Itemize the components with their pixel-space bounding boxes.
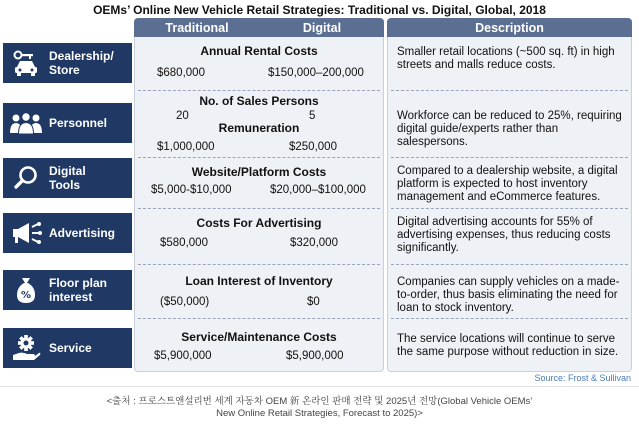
category-sales-persons: No. of Sales Persons [199, 94, 319, 108]
description-text: Companies can supply vehicles on a made-to-order, thus basis eliminating the need for loan to stock inventory. [397, 276, 620, 314]
row-separator [391, 157, 628, 158]
digital-value: $20,000–$100,000 [270, 184, 366, 196]
magnifier-icon [3, 164, 49, 192]
description-text: Workforce can be reduced to 25%, requiring digital guide/experts rather than salespersons. [397, 110, 622, 148]
traditional-value: $680,000 [157, 67, 205, 79]
svg-text:%: % [20, 290, 32, 301]
description-text: Smaller retail locations (~500 sq. ft) in high streets and malls reduce costs. [397, 46, 615, 71]
traditional-value: ($50,000) [160, 296, 210, 308]
category-loan-interest: Loan Interest of Inventory [185, 274, 333, 288]
car-store-icon [3, 49, 49, 77]
row-separator [391, 318, 628, 319]
category-service-maintenance-costs: Service/Maintenance Costs [181, 330, 337, 344]
money-bag-icon [3, 275, 49, 305]
row-label-line1: Dealership/ [49, 49, 114, 63]
digital-value: $0 [307, 296, 320, 308]
traditional-value-2: $1,000,000 [157, 141, 215, 153]
row-label-line1: Personnel [49, 116, 108, 130]
digital-value: $320,000 [290, 237, 338, 249]
digital-value: $150,000–200,000 [268, 67, 364, 79]
divider [0, 386, 639, 387]
row-label-personnel [3, 103, 132, 143]
row-label-line1: Service [49, 341, 92, 355]
comparison-panel [134, 37, 384, 372]
traditional-value: $5,900,000 [154, 350, 212, 362]
row-separator [138, 90, 380, 91]
row-label-line2: Tools [49, 178, 81, 192]
description-text: Compared to a dealership website, a digital platform is expected to host inventory management and eCommerce features. [397, 165, 618, 203]
header-description: Description [387, 18, 632, 37]
source-note: Source: Frost & Sullivan [534, 373, 631, 383]
row-separator [391, 90, 628, 91]
row-label-advertising [3, 213, 132, 253]
category-remuneration: Remuneration [218, 121, 300, 135]
row-separator [391, 208, 628, 209]
description-text: The service locations will continue to serve the same purpose without reduction in size. [397, 333, 619, 358]
row-label-line2: interest [49, 290, 93, 304]
row-separator [138, 157, 380, 158]
megaphone-icon [3, 220, 49, 246]
digital-value-2: $250,000 [289, 141, 337, 153]
row-label-line2: Store [49, 63, 80, 77]
gear-hand-icon [3, 333, 49, 363]
row-label-line1: Advertising [49, 226, 116, 240]
category-website-platform-costs: Website/Platform Costs [191, 165, 327, 179]
chart-title: OEMs’ Online New Vehicle Retail Strategies: Traditional vs. Digital, Global, 2018 [93, 3, 546, 17]
row-label-dealership-store [3, 43, 132, 83]
header-traditional: Traditional [134, 18, 260, 37]
row-label-line1: Floor plan [49, 276, 107, 290]
description-text: Digital advertising accounts for 55% of advertising expenses, thus reducing costs significantly. [397, 216, 611, 254]
digital-value: $5,900,000 [286, 350, 344, 362]
category-advertising-costs: Costs For Advertising [196, 216, 322, 230]
row-separator [138, 318, 380, 319]
row-label-floor-plan-interest [3, 270, 132, 310]
people-icon [3, 111, 49, 135]
figure-caption [0, 396, 639, 420]
caption-line-2: New Online Retail Strategies, Forecast to 2025)> [216, 408, 423, 419]
row-label-line1: Digital [49, 164, 86, 178]
header-digital: Digital [260, 18, 384, 37]
row-separator [138, 264, 380, 265]
traditional-value: 20 [176, 110, 189, 122]
row-separator [138, 208, 380, 209]
row-label-service [3, 328, 132, 368]
traditional-value: $580,000 [160, 237, 208, 249]
digital-value: 5 [309, 110, 316, 122]
row-label-digital-tools [3, 158, 132, 198]
row-separator [391, 264, 628, 265]
traditional-value: $5,000-$10,000 [151, 184, 232, 196]
description-panel [387, 37, 632, 372]
caption-line-1: <출처 : 프로스트앤설리번 세계 자동차 OEM 新 온라인 판매 전략 및 2025년 전망(Global Vehicle OEMs’ [106, 396, 533, 407]
category-annual-rental-costs: Annual Rental Costs [200, 44, 318, 58]
